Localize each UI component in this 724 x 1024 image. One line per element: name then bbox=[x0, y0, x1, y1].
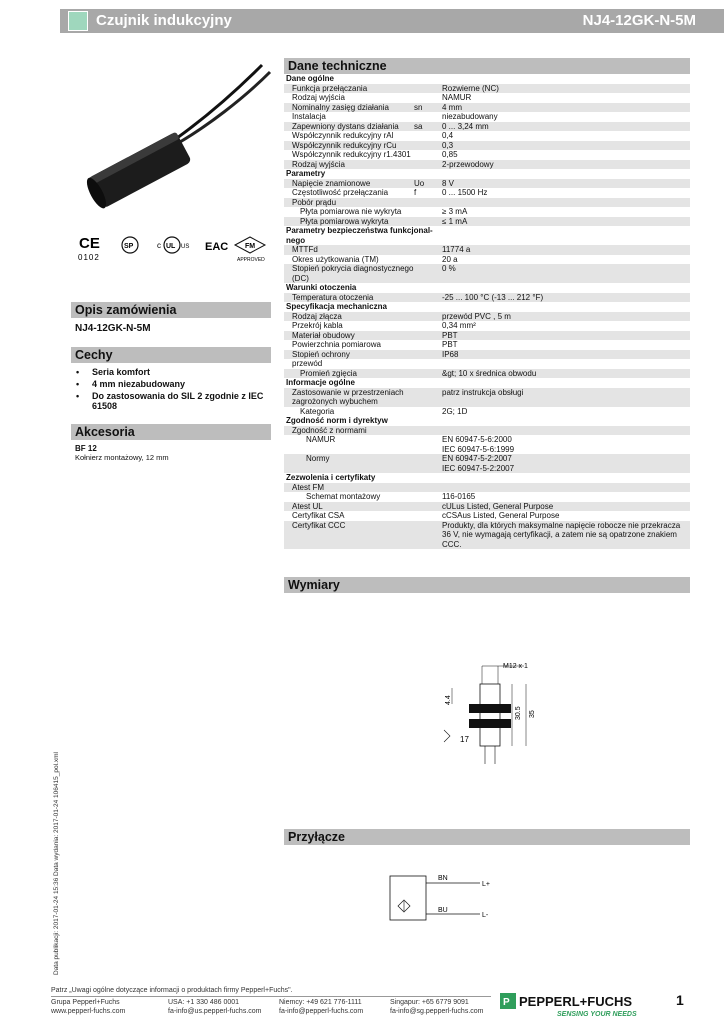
svg-text:L+: L+ bbox=[482, 881, 490, 888]
spec-symbol: Uo bbox=[414, 178, 425, 188]
spec-label: Częstotliwość przełączania bbox=[292, 188, 389, 197]
spec-label: Zapewniony dystans działania bbox=[292, 121, 399, 131]
spec-group-heading bbox=[284, 473, 690, 483]
spec-value: 0 ... 3,24 mm bbox=[442, 121, 489, 131]
spec-value: NAMUR bbox=[442, 93, 472, 102]
footer-note: Patrz „Uwagi ogólne dotyczące informacji o produktach firmy Pepperl+Fuchs". bbox=[51, 987, 293, 994]
spec-row bbox=[284, 502, 690, 512]
feature-item: • Seria komfort bbox=[76, 367, 276, 377]
footer-divider bbox=[51, 996, 491, 997]
spec-row bbox=[284, 179, 690, 189]
doc-model: NJ4-12GK-N-5M bbox=[582, 12, 696, 29]
spec-label: Pobór prądu bbox=[292, 197, 337, 207]
svg-text:PEPPERL+FUCHS: PEPPERL+FUCHS bbox=[519, 994, 633, 1009]
spec-label: Nominalny zasięg działania bbox=[292, 102, 389, 112]
spec-row bbox=[284, 454, 690, 473]
dimension-drawing bbox=[430, 660, 550, 770]
order-code: NJ4-12GK-N-5M bbox=[75, 323, 151, 334]
spec-symbol bbox=[414, 492, 442, 502]
spec-symbol bbox=[414, 426, 442, 436]
spec-label: Atest UL bbox=[292, 501, 323, 511]
spec-value: PBT bbox=[442, 340, 458, 349]
spec-label: Zastosowanie w przestrzeniach zagrożonych wybuchem bbox=[292, 387, 404, 406]
spec-group-heading bbox=[284, 416, 690, 426]
spec-label: Atest FM bbox=[292, 482, 325, 492]
spec-group-label: Parametry bbox=[286, 169, 326, 178]
spec-symbol bbox=[414, 483, 442, 493]
svg-text:35: 35 bbox=[529, 710, 536, 718]
spec-row bbox=[284, 112, 690, 122]
spec-symbol bbox=[414, 131, 442, 141]
spec-symbol bbox=[414, 350, 442, 360]
spec-value: Produkty, dla których maksymalne napięcie robocze nie przekracza 36 V, nie wymagają certyfikacji, a zatem nie są opatrzone znakiem CCC. bbox=[442, 520, 681, 549]
spec-row bbox=[284, 122, 690, 132]
svg-text:L-: L- bbox=[482, 912, 489, 919]
spec-label: Schemat montażowy bbox=[306, 492, 381, 501]
spec-group-label: Warunki otoczenia bbox=[286, 283, 357, 292]
spec-row bbox=[284, 521, 690, 550]
spec-value: 2-przewodowy bbox=[442, 159, 494, 169]
header-square-icon bbox=[68, 11, 88, 31]
spec-label: Powierzchnia pomiarowa bbox=[292, 340, 381, 349]
spec-value: 0,34 mm² bbox=[442, 321, 476, 330]
footer-text: USA: +1 330 486 0001 bbox=[168, 999, 240, 1006]
svg-text:APPROVED: APPROVED bbox=[237, 257, 265, 263]
spec-symbol bbox=[414, 207, 442, 217]
footer-link[interactable]: fa-info@pepperl-fuchs.com bbox=[279, 1007, 364, 1015]
spec-label: Certyfikat CSA bbox=[292, 511, 345, 520]
dimensions-heading: Wymiary bbox=[284, 577, 690, 593]
spec-value: 4 mm bbox=[442, 102, 462, 112]
spec-value: IP68 bbox=[442, 349, 459, 359]
page-header bbox=[0, 0, 724, 40]
spec-row bbox=[284, 492, 690, 502]
spec-group-heading bbox=[284, 302, 690, 312]
spec-value: niezabudowany bbox=[442, 112, 498, 121]
footer-text: Niemcy: +49 621 776-1111 bbox=[279, 999, 362, 1006]
spec-value: PBT bbox=[442, 330, 458, 340]
spec-value: 0 ... 1500 Hz bbox=[442, 188, 488, 197]
spec-label: Współczynnik redukcyjny rCu bbox=[292, 140, 397, 150]
spec-label: Kategoria bbox=[300, 406, 335, 416]
spec-label: Certyfikat CCC bbox=[292, 520, 346, 530]
spec-label: Okres użytkowania (TM) bbox=[292, 254, 379, 264]
footer-text: Singapur: +65 6779 9091 bbox=[390, 999, 469, 1006]
spec-symbol bbox=[414, 454, 442, 473]
footer-col-de bbox=[279, 999, 363, 1016]
features-list bbox=[76, 367, 276, 413]
spec-row bbox=[284, 331, 690, 341]
spec-symbol bbox=[414, 160, 442, 170]
spec-group-heading bbox=[284, 169, 690, 179]
spec-row bbox=[284, 426, 690, 436]
spec-symbol bbox=[414, 150, 442, 160]
spec-row bbox=[284, 141, 690, 151]
spec-row bbox=[284, 264, 690, 283]
spec-symbol bbox=[414, 264, 442, 283]
spec-value: EN 60947-5-2:2007 IEC 60947-5-2:2007 bbox=[442, 454, 515, 473]
spec-symbol bbox=[414, 521, 442, 550]
spec-group-label: Informacje ogólne bbox=[286, 378, 355, 387]
spec-row bbox=[284, 388, 690, 407]
spec-label: Współczynnik redukcyjny rAl bbox=[292, 131, 394, 140]
spec-label: NAMUR bbox=[306, 435, 336, 444]
spec-symbol bbox=[414, 112, 442, 122]
spec-value: 8 V bbox=[442, 178, 455, 188]
spec-value: 20 a bbox=[442, 254, 458, 264]
spec-value: 0 % bbox=[442, 264, 456, 273]
svg-text:UL: UL bbox=[166, 243, 176, 250]
spec-row bbox=[284, 217, 690, 227]
accessory-desc: Kołnierz montażowy, 12 mm bbox=[75, 453, 169, 462]
spec-row bbox=[284, 293, 690, 303]
spec-row bbox=[284, 84, 690, 94]
svg-text:P: P bbox=[503, 997, 510, 1008]
spec-symbol: f bbox=[414, 188, 417, 197]
footer-col-sg bbox=[390, 999, 483, 1016]
spec-symbol bbox=[414, 388, 442, 407]
svg-text:SP: SP bbox=[124, 243, 134, 250]
spec-symbol bbox=[414, 217, 442, 227]
spec-value: ≤ 1 mA bbox=[442, 216, 468, 226]
connection-diagram bbox=[380, 868, 510, 928]
spec-group-label: Zgodność norm i dyrektyw bbox=[286, 416, 388, 425]
spec-value: Rozwierne (NC) bbox=[442, 83, 499, 93]
spec-label: Rodzaj złącza bbox=[292, 311, 342, 321]
accessories-heading: Akcesoria bbox=[71, 424, 271, 440]
fm-approved-icon bbox=[235, 237, 265, 263]
spec-symbol bbox=[414, 198, 442, 208]
spec-label: Współczynnik redukcyjny r1.4301 bbox=[292, 150, 411, 159]
order-heading: Opis zamówienia bbox=[71, 302, 271, 318]
spec-symbol bbox=[414, 93, 442, 103]
spec-value: -25 ... 100 °C (-13 ... 212 °F) bbox=[442, 292, 544, 302]
spec-row bbox=[284, 150, 690, 160]
svg-text:4.4: 4.4 bbox=[445, 695, 452, 705]
spec-group-heading bbox=[284, 283, 690, 293]
spec-label: Rodzaj wyjścia bbox=[292, 93, 345, 102]
spec-value: 11774 a bbox=[442, 245, 471, 254]
spec-symbol bbox=[414, 369, 442, 379]
spec-row bbox=[284, 321, 690, 331]
spec-symbol bbox=[414, 321, 442, 331]
svg-text:FM: FM bbox=[245, 243, 256, 250]
spec-label: Normy bbox=[306, 454, 330, 463]
spec-label: Funkcja przełączania bbox=[292, 83, 368, 93]
spec-row bbox=[284, 312, 690, 322]
spec-label: Promień zgięcia bbox=[300, 368, 357, 378]
product-image bbox=[72, 60, 272, 230]
spec-symbol bbox=[414, 84, 442, 94]
spec-value: 116-0165 bbox=[442, 492, 476, 501]
csa-mark-icon bbox=[122, 237, 138, 253]
spec-group-label: Specyfikacja mechaniczna bbox=[286, 302, 387, 311]
spec-value: cULus Listed, General Purpose bbox=[442, 501, 554, 511]
svg-text:17: 17 bbox=[460, 735, 469, 744]
spec-symbol: sa bbox=[414, 121, 423, 131]
spec-value: przewód PVC , 5 m bbox=[442, 311, 511, 321]
spec-label: Materiał obudowy bbox=[292, 330, 355, 340]
spec-label: Napięcie znamionowe bbox=[292, 178, 371, 188]
footer-col-usa bbox=[168, 999, 261, 1016]
spec-symbol bbox=[414, 407, 442, 417]
certification-marks bbox=[75, 233, 275, 263]
spec-label: Przekrój kabla bbox=[292, 321, 343, 330]
spec-row bbox=[284, 407, 690, 417]
spec-label: Rodzaj wyjścia bbox=[292, 159, 345, 169]
svg-text:EAC: EAC bbox=[205, 241, 229, 253]
tech-data-heading: Dane techniczne bbox=[284, 58, 690, 74]
svg-text:CE: CE bbox=[79, 235, 100, 252]
spec-label: Płyta pomiarowa nie wykryta bbox=[300, 207, 402, 216]
spec-label: Płyta pomiarowa wykryta bbox=[300, 216, 389, 226]
spec-value: patrz instrukcja obsługi bbox=[442, 387, 524, 397]
svg-text:M12 x 1: M12 x 1 bbox=[503, 663, 528, 670]
spec-row bbox=[284, 369, 690, 379]
spec-value: &gt; 10 x średnica obwodu bbox=[442, 368, 537, 378]
spec-value: cCSAus Listed, General Purpose bbox=[442, 511, 560, 520]
footer-link[interactable]: fa-info@sg.pepperl-fuchs.com bbox=[390, 1007, 484, 1015]
spec-label: Temperatura otoczenia bbox=[292, 292, 374, 302]
spec-value: 0,85 bbox=[442, 150, 458, 159]
spec-symbol bbox=[414, 435, 442, 454]
footer-text: Grupa Pepperl+Fuchs bbox=[51, 999, 120, 1006]
spec-row bbox=[284, 93, 690, 103]
spec-row bbox=[284, 198, 690, 208]
spec-row bbox=[284, 511, 690, 521]
footer-link[interactable]: fa-info@us.pepperl-fuchs.com bbox=[168, 1007, 262, 1015]
spec-group-label: Parametry bezpieczeństwa funkcjonal-nego bbox=[286, 226, 433, 245]
svg-text:30.5: 30.5 bbox=[515, 706, 522, 720]
spec-group-label: Zezwolenia i certyfikaty bbox=[286, 473, 376, 482]
spec-symbol bbox=[414, 141, 442, 151]
spec-label: MTTFd bbox=[292, 245, 318, 254]
ce-number: 0102 bbox=[78, 253, 100, 262]
spec-symbol bbox=[414, 511, 442, 521]
svg-text:SENSING YOUR NEEDS: SENSING YOUR NEEDS bbox=[557, 1011, 637, 1018]
spec-value bbox=[442, 426, 690, 436]
spec-row bbox=[284, 255, 690, 265]
features-heading: Cechy bbox=[71, 347, 271, 363]
spec-row bbox=[284, 359, 690, 369]
doc-title: Czujnik indukcyjny bbox=[96, 12, 232, 29]
spec-symbol bbox=[414, 255, 442, 265]
spec-value bbox=[442, 483, 690, 493]
ul-mark-icon bbox=[157, 237, 189, 253]
spec-symbol bbox=[414, 359, 442, 369]
svg-text:BN: BN bbox=[438, 875, 448, 882]
svg-text:US: US bbox=[181, 244, 190, 250]
spec-row bbox=[284, 103, 690, 113]
publication-info: Data publikacji: 2017-01-24 15:36 Data wydania: 2017-01-24 106415_pol.xml bbox=[53, 752, 60, 975]
footer-col-group bbox=[51, 999, 125, 1016]
spec-group-heading bbox=[284, 226, 690, 245]
feature-item: • Do zastosowania do SIL 2 zgodnie z IEC 61508 bbox=[76, 391, 276, 411]
spec-label: Instalacja bbox=[292, 112, 326, 121]
spec-group-label: Dane ogólne bbox=[286, 74, 335, 83]
spec-label: Stopień ochrony bbox=[292, 349, 350, 359]
spec-symbol bbox=[414, 340, 442, 350]
spec-value bbox=[442, 359, 690, 369]
spec-value: 2G; 1D bbox=[442, 406, 468, 416]
spec-group-heading bbox=[284, 378, 690, 388]
spec-row bbox=[284, 350, 690, 360]
spec-row bbox=[284, 340, 690, 350]
spec-group-heading bbox=[284, 74, 690, 84]
spec-label: Stopień pokrycia diagnostycznego (DC) bbox=[292, 264, 414, 283]
spec-value: 0,3 bbox=[442, 140, 454, 150]
accessory-name: BF 12 bbox=[75, 444, 97, 453]
spec-row bbox=[284, 188, 690, 198]
spec-value: 0,4 bbox=[442, 131, 454, 140]
spec-value bbox=[442, 198, 690, 208]
page-number: 1 bbox=[676, 992, 684, 1008]
svg-text:BU: BU bbox=[438, 907, 448, 914]
feature-item: • 4 mm niezabudowany bbox=[76, 379, 276, 389]
spec-table bbox=[284, 74, 690, 549]
pepperl-fuchs-logo bbox=[500, 990, 650, 1018]
ce-mark-icon bbox=[79, 235, 100, 252]
svg-text:c: c bbox=[157, 241, 161, 250]
spec-label: Zgodność z normami bbox=[292, 425, 367, 435]
spec-symbol bbox=[414, 331, 442, 341]
spec-symbol bbox=[414, 312, 442, 322]
spec-row bbox=[284, 435, 690, 454]
spec-label: przewód bbox=[292, 359, 323, 368]
spec-symbol bbox=[414, 502, 442, 512]
spec-symbol bbox=[414, 293, 442, 303]
spec-symbol bbox=[414, 245, 442, 255]
spec-row bbox=[284, 160, 690, 170]
connection-heading: Przyłącze bbox=[284, 829, 690, 845]
spec-row bbox=[284, 245, 690, 255]
eac-mark-icon bbox=[205, 241, 228, 253]
spec-symbol: sn bbox=[414, 102, 423, 112]
spec-row bbox=[284, 207, 690, 217]
footer-link[interactable]: www.pepperl-fuchs.com bbox=[51, 1007, 126, 1015]
spec-row bbox=[284, 483, 690, 493]
spec-value: ≥ 3 mA bbox=[442, 207, 468, 216]
spec-value: EN 60947-5-6:2000 IEC 60947-5-6:1999 bbox=[442, 435, 515, 454]
spec-row bbox=[284, 131, 690, 141]
